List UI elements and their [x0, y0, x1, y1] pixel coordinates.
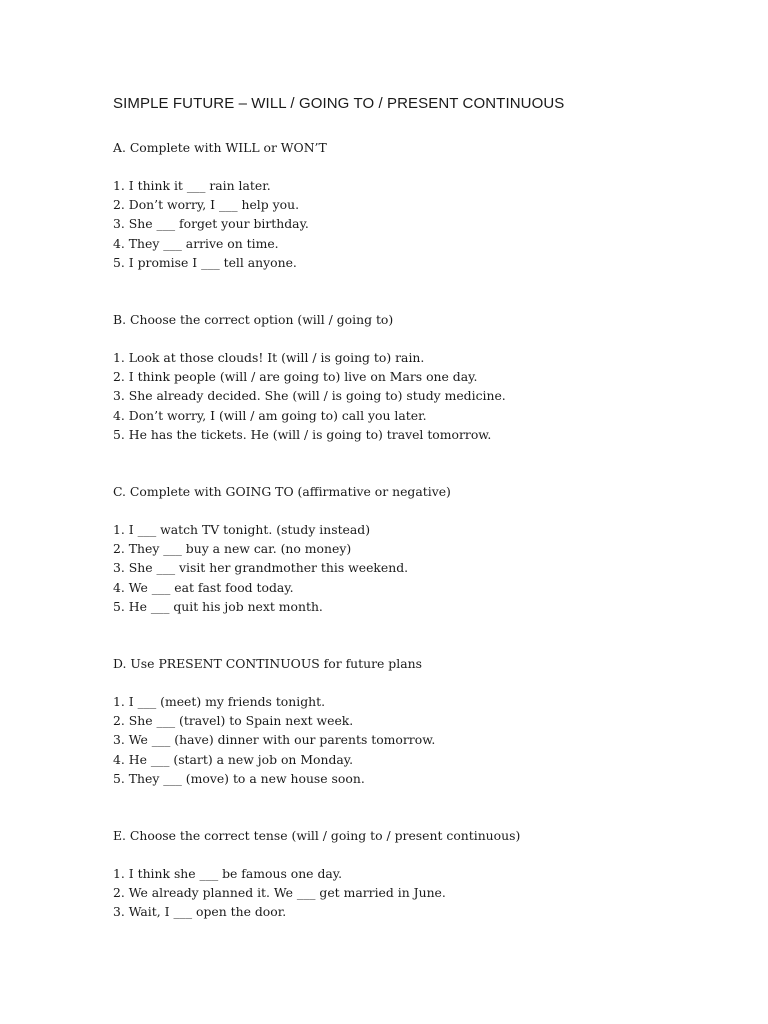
exercise-item: 5. He has the tickets. He (will / is going to) travel tomorrow. — [113, 426, 492, 442]
exercise-item: 3. She ___ forget your birthday. — [113, 216, 309, 232]
section-c — [113, 482, 713, 616]
section-d — [113, 654, 713, 788]
section-a — [113, 138, 713, 272]
exercise-item: 1. Look at those clouds! It (will / is going to) rain. — [113, 350, 425, 366]
section-c-heading: C. Complete with GOING TO (affirmative or negative) — [113, 484, 451, 500]
exercise-item: 3. We ___ (have) dinner with our parents tomorrow. — [113, 732, 436, 748]
section-b-items — [113, 348, 713, 444]
exercise-item: 2. She ___ (travel) to Spain next week. — [113, 713, 354, 729]
exercise-item: 5. They ___ (move) to a new house soon. — [113, 770, 365, 786]
document-page — [113, 94, 713, 960]
document-title: SIMPLE FUTURE – WILL / GOING TO / PRESENT CONTINUOUS — [113, 95, 565, 112]
section-c-items — [113, 520, 713, 616]
section-e-heading: E. Choose the correct tense (will / going to / present continuous) — [113, 828, 521, 844]
exercise-item: 1. I think it ___ rain later. — [113, 178, 271, 193]
exercise-item: 5. He ___ quit his job next month. — [113, 598, 323, 614]
exercise-item: 1. I ___ watch TV tonight. (study instead) — [113, 522, 371, 538]
section-a-items — [113, 176, 713, 272]
exercise-item: 4. Don’t worry, I (will / am going to) call you later. — [113, 407, 427, 423]
exercise-item: 4. He ___ (start) a new job on Monday. — [113, 751, 354, 767]
exercise-item: 4. They ___ arrive on time. — [113, 235, 279, 251]
section-d-items — [113, 692, 713, 788]
section-d-heading: D. Use PRESENT CONTINUOUS for future plans — [113, 656, 422, 672]
exercise-item: 1. I ___ (meet) my friends tonight. — [113, 694, 326, 710]
section-b-heading: B. Choose the correct option (will / going to) — [113, 312, 394, 328]
section-e — [113, 826, 713, 922]
exercise-item: 2. I think people (will / are going to) live on Mars one day. — [113, 369, 478, 385]
exercise-item: 2. We already planned it. We ___ get married in June. — [113, 885, 446, 901]
exercise-item: 1. I think she ___ be famous one day. — [113, 866, 343, 882]
exercise-item: 3. Wait, I ___ open the door. — [113, 904, 287, 920]
exercise-item: 3. She ___ visit her grandmother this weekend. — [113, 560, 409, 576]
exercise-item: 2. Don’t worry, I ___ help you. — [113, 197, 300, 213]
exercise-item: 4. We ___ eat fast food today. — [113, 579, 294, 595]
exercise-item: 3. She already decided. She (will / is going to) study medicine. — [113, 388, 506, 404]
section-e-items — [113, 864, 713, 922]
section-b — [113, 310, 713, 444]
exercise-item: 5. I promise I ___ tell anyone. — [113, 254, 297, 270]
section-a-heading: A. Complete with WILL or WON’T — [113, 140, 327, 155]
exercise-item: 2. They ___ buy a new car. (no money) — [113, 541, 352, 557]
